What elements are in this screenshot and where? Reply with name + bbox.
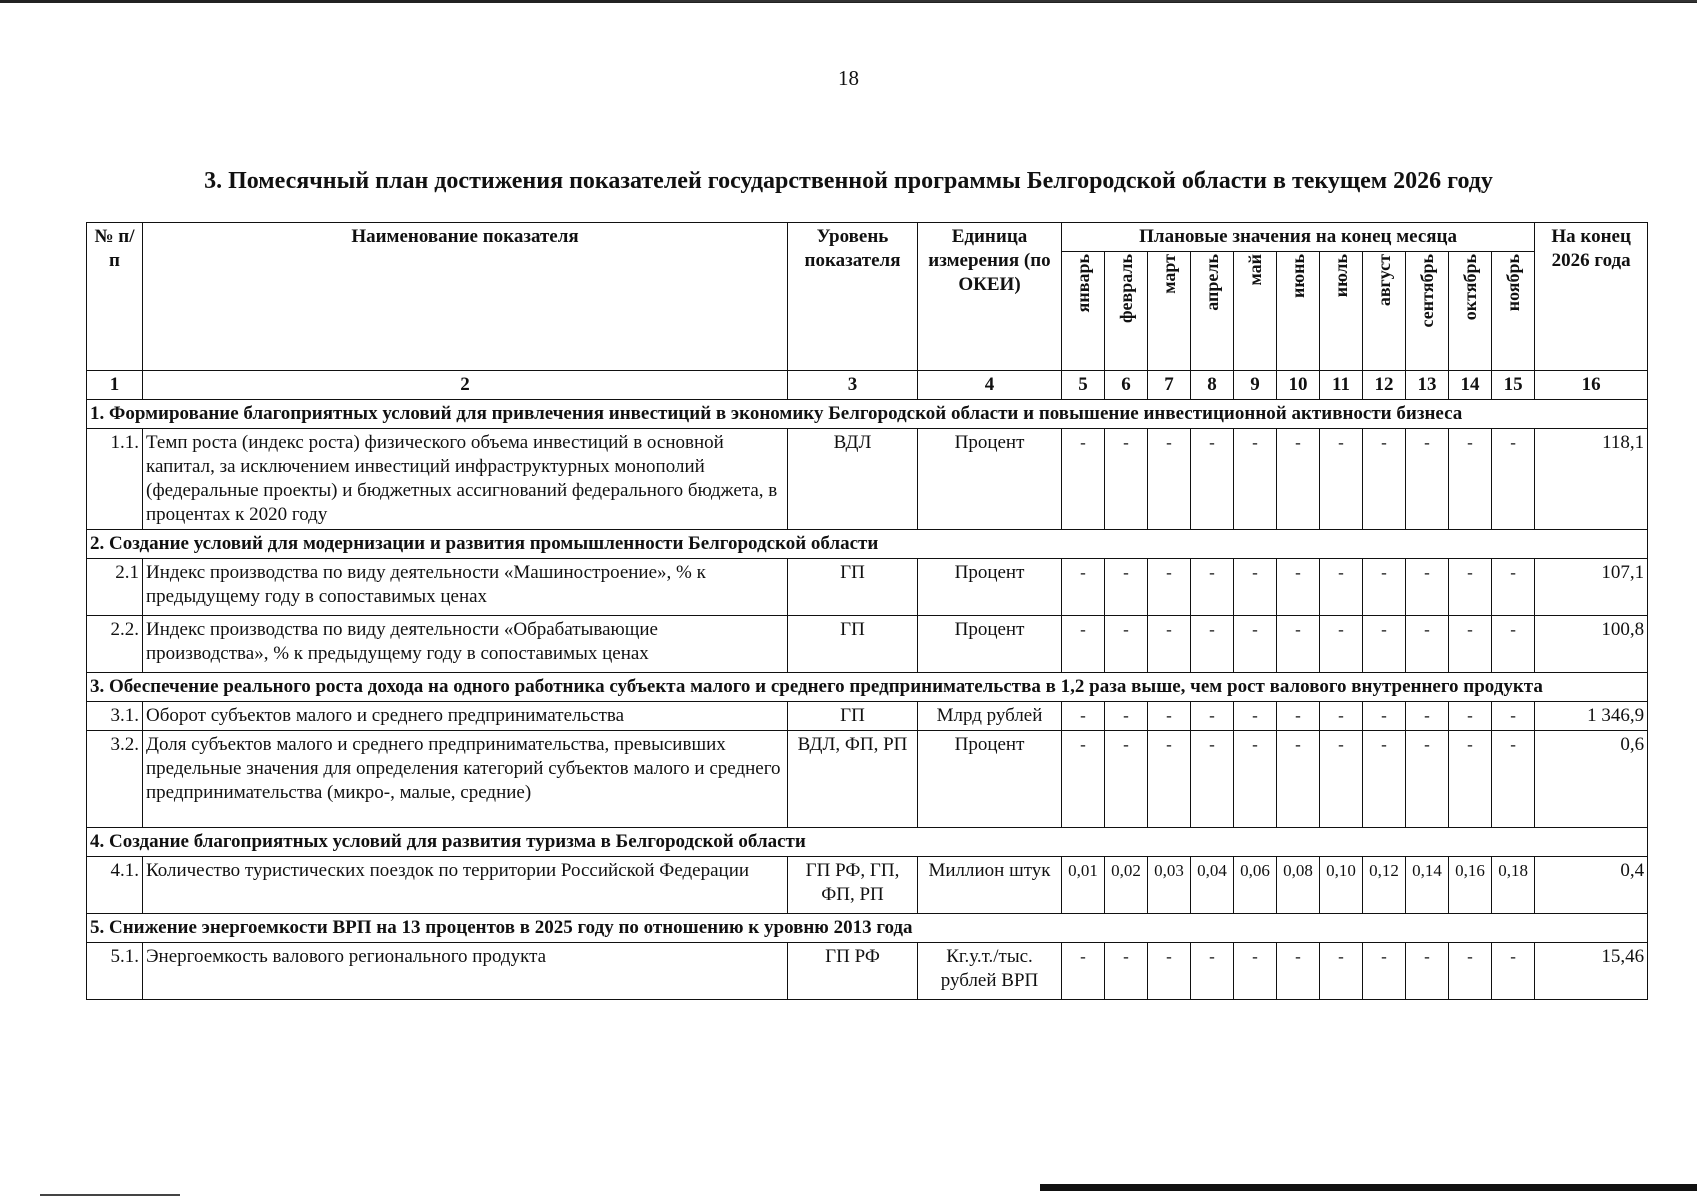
indicator-name: Количество туристических поездок по территории Российской Федерации xyxy=(143,857,788,914)
indicator-number: 2.1 xyxy=(87,559,143,616)
section-title: 5. Снижение энергоемкости ВРП на 13 процентов в 2025 году по отношению к уровню 2013 года xyxy=(87,914,1648,943)
month-label: апрель xyxy=(1202,254,1222,311)
monthly-value: - xyxy=(1406,943,1449,1000)
indicator-number: 1.1. xyxy=(87,429,143,530)
monthly-value: - xyxy=(1320,731,1363,828)
indicator-unit: Процент xyxy=(918,559,1062,616)
indicator-number: 4.1. xyxy=(87,857,143,914)
column-number-row xyxy=(87,371,1648,400)
plan-table-body xyxy=(87,400,1648,1000)
section-row xyxy=(87,530,1648,559)
section-row xyxy=(87,673,1648,702)
indicator-level: ВДЛ, ФП, РП xyxy=(788,731,918,828)
monthly-value: - xyxy=(1191,731,1234,828)
monthly-value: - xyxy=(1105,731,1148,828)
monthly-value: - xyxy=(1492,616,1535,673)
monthly-value: - xyxy=(1234,559,1277,616)
column-number: 14 xyxy=(1449,371,1492,400)
indicator-level: ГП РФ, ГП, ФП, РП xyxy=(788,857,918,914)
month-header xyxy=(1191,252,1234,371)
year-end-value: 100,8 xyxy=(1535,616,1648,673)
monthly-value: - xyxy=(1105,943,1148,1000)
column-number: 15 xyxy=(1492,371,1535,400)
monthly-value: - xyxy=(1363,616,1406,673)
indicator-level: ГП РФ xyxy=(788,943,918,1000)
monthly-value: 0,03 xyxy=(1148,857,1191,914)
indicator-name: Оборот субъектов малого и среднего предпринимательства xyxy=(143,702,788,731)
month-header xyxy=(1320,252,1363,371)
column-number: 13 xyxy=(1406,371,1449,400)
monthly-value: - xyxy=(1148,731,1191,828)
monthly-value: - xyxy=(1449,702,1492,731)
column-number: 16 xyxy=(1535,371,1648,400)
section-title: 3. Обеспечение реального роста дохода на одного работника субъекта малого и среднего предпринимательства в 1,2 раза выше, чем рост валового внутреннего продукта xyxy=(87,673,1648,702)
month-header xyxy=(1492,252,1535,371)
monthly-value: - xyxy=(1492,559,1535,616)
indicator-number: 5.1. xyxy=(87,943,143,1000)
monthly-value: - xyxy=(1320,559,1363,616)
column-number: 12 xyxy=(1363,371,1406,400)
monthly-value: 0,10 xyxy=(1320,857,1363,914)
monthly-value: - xyxy=(1191,943,1234,1000)
indicator-row xyxy=(87,943,1648,1000)
monthly-value: - xyxy=(1191,429,1234,530)
monthly-value: 0,12 xyxy=(1363,857,1406,914)
monthly-value: 0,02 xyxy=(1105,857,1148,914)
indicator-level: ГП xyxy=(788,559,918,616)
monthly-value: - xyxy=(1449,616,1492,673)
month-header xyxy=(1277,252,1320,371)
indicator-unit: Процент xyxy=(918,616,1062,673)
monthly-value: - xyxy=(1277,731,1320,828)
section-title: 1. Формирование благоприятных условий для привлечения инвестиций в экономику Белгородской области и повышение инвестиционной активности бизнеса xyxy=(87,400,1648,429)
indicator-unit: Процент xyxy=(918,731,1062,828)
indicator-number: 3.2. xyxy=(87,731,143,828)
month-label: март xyxy=(1159,254,1179,294)
indicator-row xyxy=(87,857,1648,914)
monthly-value: - xyxy=(1363,429,1406,530)
monthly-value: 0,06 xyxy=(1234,857,1277,914)
header-plan: Плановые значения на конец месяца xyxy=(1062,223,1535,252)
column-number: 9 xyxy=(1234,371,1277,400)
column-number: 7 xyxy=(1148,371,1191,400)
monthly-value: - xyxy=(1363,943,1406,1000)
monthly-value: - xyxy=(1406,731,1449,828)
monthly-value: - xyxy=(1062,429,1105,530)
section-row xyxy=(87,400,1648,429)
monthly-value: - xyxy=(1492,702,1535,731)
header-num: № п/п xyxy=(87,223,143,371)
monthly-value: - xyxy=(1105,559,1148,616)
month-header xyxy=(1148,252,1191,371)
month-header xyxy=(1363,252,1406,371)
monthly-value: - xyxy=(1234,616,1277,673)
indicator-row xyxy=(87,429,1648,530)
monthly-value: 0,08 xyxy=(1277,857,1320,914)
indicator-unit: Процент xyxy=(918,429,1062,530)
monthly-value: 0,18 xyxy=(1492,857,1535,914)
monthly-value: - xyxy=(1406,702,1449,731)
monthly-value: - xyxy=(1105,702,1148,731)
month-label: сентябрь xyxy=(1417,254,1437,328)
monthly-value: - xyxy=(1234,731,1277,828)
monthly-value: 0,04 xyxy=(1191,857,1234,914)
monthly-value: - xyxy=(1449,429,1492,530)
plan-table xyxy=(86,222,1648,1000)
monthly-value: - xyxy=(1277,559,1320,616)
section-row xyxy=(87,828,1648,857)
monthly-value: - xyxy=(1234,429,1277,530)
monthly-value: - xyxy=(1363,731,1406,828)
column-number: 1 xyxy=(87,371,143,400)
monthly-value: - xyxy=(1191,702,1234,731)
monthly-value: - xyxy=(1277,702,1320,731)
indicator-level: ГП xyxy=(788,702,918,731)
scan-edge-top-shadow xyxy=(660,0,1697,2)
year-end-value: 0,6 xyxy=(1535,731,1648,828)
indicator-name: Индекс производства по виду деятельности «Машиностроение», % к предыдущему году в сопоставимых ценах xyxy=(143,559,788,616)
monthly-value: - xyxy=(1234,702,1277,731)
column-number: 3 xyxy=(788,371,918,400)
monthly-value: - xyxy=(1277,943,1320,1000)
indicator-name: Индекс производства по виду деятельности «Обрабатывающие производства», % к предыдущему году в сопоставимых ценах xyxy=(143,616,788,673)
monthly-value: - xyxy=(1363,702,1406,731)
monthly-value: - xyxy=(1406,429,1449,530)
monthly-value: - xyxy=(1406,559,1449,616)
indicator-number: 3.1. xyxy=(87,702,143,731)
monthly-value: - xyxy=(1062,943,1105,1000)
monthly-value: - xyxy=(1449,731,1492,828)
header-name: Наименование показателя xyxy=(143,223,788,371)
monthly-value: - xyxy=(1148,559,1191,616)
indicator-level: ВДЛ xyxy=(788,429,918,530)
monthly-value: - xyxy=(1406,616,1449,673)
month-label: январь xyxy=(1073,254,1093,313)
column-number: 5 xyxy=(1062,371,1105,400)
indicator-row xyxy=(87,616,1648,673)
year-end-value: 15,46 xyxy=(1535,943,1648,1000)
monthly-value: - xyxy=(1062,559,1105,616)
month-header xyxy=(1234,252,1277,371)
monthly-value: - xyxy=(1148,616,1191,673)
month-header xyxy=(1406,252,1449,371)
month-label: июнь xyxy=(1288,254,1308,299)
scan-edge-bottom-left xyxy=(40,1194,180,1196)
monthly-value: - xyxy=(1062,702,1105,731)
header-level: Уровень показателя xyxy=(788,223,918,371)
monthly-value: - xyxy=(1492,731,1535,828)
year-end-value: 107,1 xyxy=(1535,559,1648,616)
monthly-value: - xyxy=(1105,429,1148,530)
indicator-row xyxy=(87,702,1648,731)
indicator-unit: Миллион штук xyxy=(918,857,1062,914)
indicator-number: 2.2. xyxy=(87,616,143,673)
monthly-value: - xyxy=(1320,702,1363,731)
section-row xyxy=(87,914,1648,943)
month-header xyxy=(1062,252,1105,371)
scan-edge-bottom xyxy=(1040,1184,1697,1191)
indicator-name: Темп роста (индекс роста) физического объема инвестиций в основной капитал, за исключением инвестиций инфраструктурных монополий (федеральные проекты) и бюджетных ассигнований федерального бюджета, в процентах к 2020 году xyxy=(143,429,788,530)
monthly-value: - xyxy=(1320,616,1363,673)
column-number: 11 xyxy=(1320,371,1363,400)
month-label: февраль xyxy=(1116,254,1136,323)
page-title: 3. Помесячный план достижения показателей государственной программы Белгородской области в текущем 2026 году xyxy=(204,168,1493,194)
monthly-value: - xyxy=(1277,429,1320,530)
indicator-name: Доля субъектов малого и среднего предпринимательства, превысивших предельные значения для определения категорий субъектов малого и среднего предпринимательства (микро-, малые, средние) xyxy=(143,731,788,828)
year-end-value: 118,1 xyxy=(1535,429,1648,530)
monthly-value: 0,16 xyxy=(1449,857,1492,914)
section-title: 4. Создание благоприятных условий для развития туризма в Белгородской области xyxy=(87,828,1648,857)
month-label: ноябрь xyxy=(1503,254,1524,312)
column-number: 6 xyxy=(1105,371,1148,400)
indicator-level: ГП xyxy=(788,616,918,673)
indicator-row xyxy=(87,731,1648,828)
column-number: 4 xyxy=(918,371,1062,400)
monthly-value: - xyxy=(1191,559,1234,616)
monthly-value: - xyxy=(1492,429,1535,530)
monthly-value: 0,14 xyxy=(1406,857,1449,914)
indicator-unit: Млрд рублей xyxy=(918,702,1062,731)
month-label: октябрь xyxy=(1460,254,1480,321)
header-unit: Единица измерения (по ОКЕИ) xyxy=(918,223,1062,371)
monthly-value: - xyxy=(1492,943,1535,1000)
year-end-value: 0,4 xyxy=(1535,857,1648,914)
monthly-value: - xyxy=(1320,943,1363,1000)
column-number: 8 xyxy=(1191,371,1234,400)
monthly-value: - xyxy=(1449,943,1492,1000)
year-end-value: 1 346,9 xyxy=(1535,702,1648,731)
monthly-value: - xyxy=(1234,943,1277,1000)
page-number: 18 xyxy=(838,66,859,90)
month-label: август xyxy=(1374,254,1394,307)
column-number: 10 xyxy=(1277,371,1320,400)
monthly-value: - xyxy=(1148,943,1191,1000)
monthly-value: - xyxy=(1148,429,1191,530)
column-number: 2 xyxy=(143,371,788,400)
month-header xyxy=(1449,252,1492,371)
header-end: На конец 2026 года xyxy=(1535,223,1648,371)
monthly-value: - xyxy=(1363,559,1406,616)
monthly-value: - xyxy=(1105,616,1148,673)
indicator-unit: Кг.у.т./тыс. рублей ВРП xyxy=(918,943,1062,1000)
monthly-value: - xyxy=(1191,616,1234,673)
month-label: июль xyxy=(1331,254,1351,298)
monthly-value: - xyxy=(1062,731,1105,828)
monthly-value: - xyxy=(1449,559,1492,616)
monthly-value: 0,01 xyxy=(1062,857,1105,914)
section-title: 2. Создание условий для модернизации и развития промышленности Белгородской области xyxy=(87,530,1648,559)
month-header xyxy=(1105,252,1148,371)
month-label: май xyxy=(1245,254,1265,286)
monthly-value: - xyxy=(1062,616,1105,673)
indicator-name: Энергоемкость валового регионального продукта xyxy=(143,943,788,1000)
monthly-value: - xyxy=(1320,429,1363,530)
monthly-value: - xyxy=(1277,616,1320,673)
indicator-row xyxy=(87,559,1648,616)
monthly-value: - xyxy=(1148,702,1191,731)
